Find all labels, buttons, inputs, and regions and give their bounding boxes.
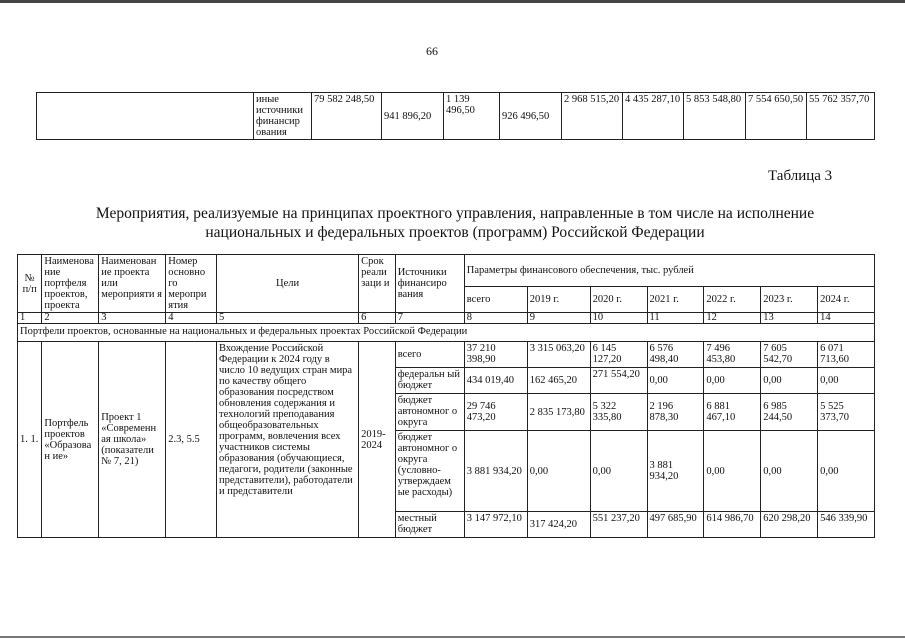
- value-cell: 7 496 453,80: [704, 342, 761, 368]
- col-number: 5: [217, 313, 359, 324]
- value-cell: 551 237,20: [590, 512, 647, 538]
- value-cell: 0,00: [818, 431, 875, 512]
- col-number: 4: [166, 313, 217, 324]
- value-cell: 6 145 127,20: [590, 342, 647, 368]
- value-cell: 0,00: [818, 368, 875, 394]
- value-cell: 6 881 467,10: [704, 394, 761, 431]
- col-number: 9: [527, 313, 590, 324]
- table-title: Мероприятия, реализуемые на принципах проектного управления, направленные в том числе на исполнение национальных и федеральных проектов (программ) Российской Федерации: [95, 205, 815, 241]
- value-cell: 0,00: [527, 431, 590, 512]
- header-year: 2019 г.: [527, 287, 590, 313]
- value-cell: 317 424,20: [527, 512, 590, 538]
- value-cell: 271 554,20: [590, 368, 647, 394]
- col-number: 7: [395, 313, 464, 324]
- value-cell: 2 835 173,80: [527, 394, 590, 431]
- row-term: 2019-2024: [359, 342, 396, 538]
- value-cell: 3 315 063,20: [527, 342, 590, 368]
- col-number: 13: [761, 313, 818, 324]
- header-sources: Источники финансиро вания: [395, 255, 464, 313]
- value-cell: 0,00: [761, 368, 818, 394]
- row-goal: Вхождение Российской Федерации к 2024 году в число 10 ведущих стран мира по качеству общего образования посредством обновления содержания и технологий преподавания общеобразовательных программ, вовлечения всех участников системы образования (обучающиеся, педагоги, родители (законные представители), работодатели и представители: [217, 342, 359, 538]
- source-cell: иные источники финансир ования: [254, 93, 312, 140]
- row-num: 1. 1.: [18, 342, 42, 538]
- value-cell: 0,00: [704, 431, 761, 512]
- value-cell: 0,00: [704, 368, 761, 394]
- value-cell: 37 210 398,90: [464, 342, 527, 368]
- value-cell: 6 071 713,60: [818, 342, 875, 368]
- value-cell: 926 496,50: [500, 93, 562, 140]
- funding-source: местный бюджет: [395, 512, 464, 538]
- col-number: 3: [99, 313, 166, 324]
- value-cell: 0,00: [590, 431, 647, 512]
- header-term: Срок реали заци и: [359, 255, 396, 313]
- col-number: 11: [647, 313, 704, 324]
- header-year: 2020 г.: [590, 287, 647, 313]
- value-cell: 7 605 542,70: [761, 342, 818, 368]
- value-cell: 3 881 934,20: [647, 431, 704, 512]
- value-cell: 162 465,20: [527, 368, 590, 394]
- value-cell: 6 576 498,40: [647, 342, 704, 368]
- value-cell: 2 196 878,30: [647, 394, 704, 431]
- value-cell: 0,00: [761, 431, 818, 512]
- value-cell: 0,00: [647, 368, 704, 394]
- row-project: Проект 1 «Современн ая школа» (показатели № 7, 21): [99, 342, 166, 538]
- value-cell: 5 853 548,80: [684, 93, 746, 140]
- header-year: 2023 г.: [761, 287, 818, 313]
- value-cell: 5 322 335,80: [590, 394, 647, 431]
- projects-table: [17, 254, 875, 538]
- table-row: [37, 93, 875, 140]
- value-cell: 2 968 515,20: [562, 93, 623, 140]
- header-year: 2024 г.: [818, 287, 875, 313]
- header-year: 2022 г.: [704, 287, 761, 313]
- column-numbers-row: [18, 313, 875, 324]
- value-cell: 55 762 357,70: [807, 93, 875, 140]
- funding-source: бюджет автономног о округа (условно-утверждаем ые расходы): [395, 431, 464, 512]
- header-params: Параметры финансового обеспечения, тыс. рублей: [464, 255, 874, 287]
- col-number: 8: [464, 313, 527, 324]
- header-year: 2021 г.: [647, 287, 704, 313]
- value-cell: 6 985 244,50: [761, 394, 818, 431]
- row-basic-num: 2.3, 5.5: [166, 342, 217, 538]
- value-cell: 5 525 373,70: [818, 394, 875, 431]
- header-row: [18, 255, 875, 287]
- header-year: всего: [464, 287, 527, 313]
- value-cell: 546 339,90: [818, 512, 875, 538]
- table-label: Таблица 3: [768, 168, 833, 184]
- row-portfolio: Портфель проектов «Образован ие»: [42, 342, 99, 538]
- value-cell: 620 298,20: [761, 512, 818, 538]
- value-cell: 4 435 287,10: [623, 93, 684, 140]
- col-number: 2: [42, 313, 99, 324]
- funding-source: бюджет автономног о округа: [395, 394, 464, 431]
- value-cell: 941 896,20: [382, 93, 444, 140]
- value-cell: 3 147 972,10: [464, 512, 527, 538]
- value-cell: 29 746 473,20: [464, 394, 527, 431]
- value-cell: 79 582 248,50: [312, 93, 382, 140]
- value-cell: 3 881 934,20: [464, 431, 527, 512]
- page-edge-bottom: [0, 636, 905, 638]
- col-number: 12: [704, 313, 761, 324]
- page-edge-top: [0, 0, 905, 3]
- col-number: 6: [359, 313, 396, 324]
- value-cell: 614 986,70: [704, 512, 761, 538]
- header-portfolio: Наименова ние портфеля проектов, проекта: [42, 255, 99, 313]
- empty-cell: [37, 93, 254, 140]
- col-number: 10: [590, 313, 647, 324]
- funding-source: федеральн ый бюджет: [395, 368, 464, 394]
- funding-source: всего: [395, 342, 464, 368]
- header-goals: Цели: [217, 255, 359, 313]
- value-cell: 7 554 650,50: [746, 93, 807, 140]
- header-num: № п/п: [18, 255, 42, 313]
- value-cell: 497 685,90: [647, 512, 704, 538]
- section-row: [18, 324, 875, 342]
- value-cell: 434 019,40: [464, 368, 527, 394]
- page-number: 66: [426, 44, 438, 58]
- continued-table: [36, 92, 875, 140]
- header-project: Наименован ие проекта или мероприяти я: [99, 255, 166, 313]
- header-basic-num: Номер основно го меропри ятия: [166, 255, 217, 313]
- section-title: Портфели проектов, основанные на национальных и федеральных проектах Российской Федерации: [18, 324, 875, 342]
- col-number: 14: [818, 313, 875, 324]
- value-cell: 1 139 496,50: [444, 93, 500, 140]
- table-row: [18, 342, 875, 368]
- col-number: 1: [18, 313, 42, 324]
